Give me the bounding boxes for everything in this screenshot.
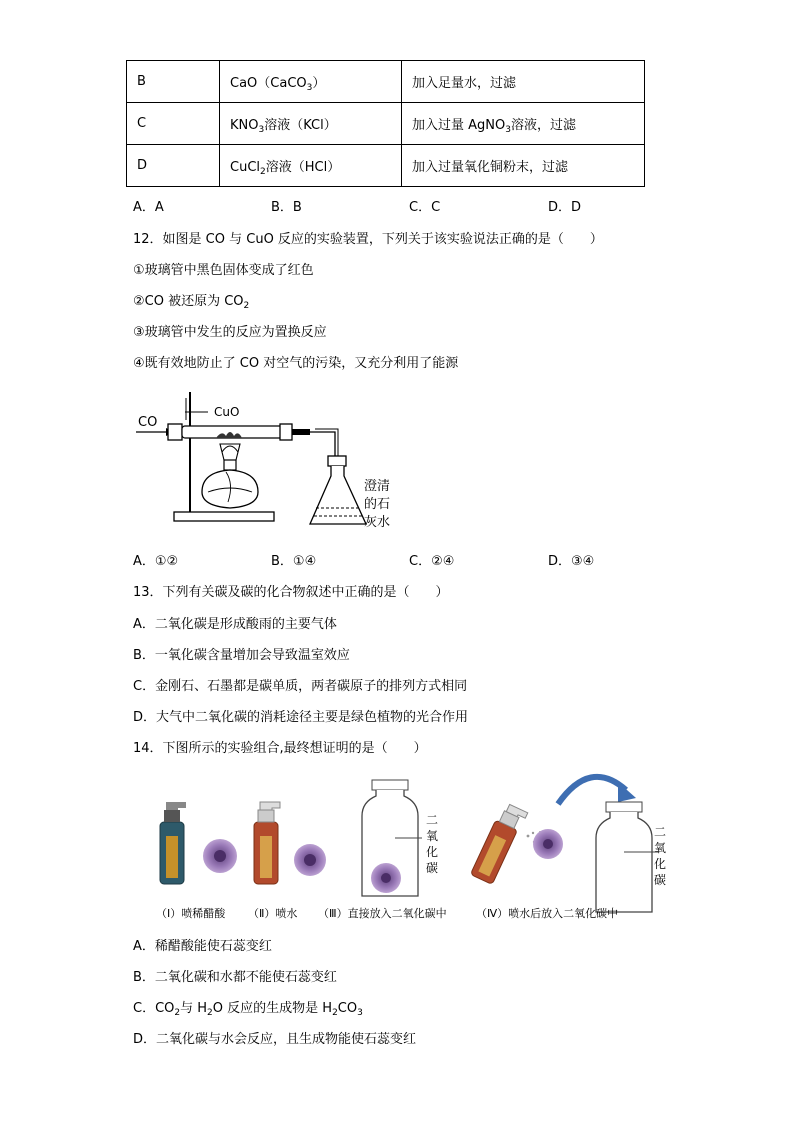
q14-option-a[interactable]: A．稀醋酸能使石蕊变红 xyxy=(133,939,272,954)
spray-bottle-icon xyxy=(254,802,280,884)
mixture-cell: $KNO_3$溶液（KCl） xyxy=(220,103,402,145)
gas-jar-icon xyxy=(362,780,422,896)
q12-statement-1: ①玻璃管中黑色固体变成了红色 xyxy=(133,263,314,278)
caption-1: （Ⅰ）喷稀醋酸 xyxy=(156,907,226,920)
q12-statement-3: ③玻璃管中发生的反应为置换反应 xyxy=(133,325,327,340)
litmus-flower-icon xyxy=(533,829,563,859)
litmus-flower-icon xyxy=(203,839,237,873)
table-row xyxy=(127,103,645,145)
q14-option-d[interactable]: D．二氧化碳与水会反应，且生成物能使石蕊变红 xyxy=(133,1032,417,1047)
lime-water-label-2: 的石 xyxy=(364,497,390,512)
co2-label-char: 氧 xyxy=(426,829,439,843)
co2-label-char: 二 xyxy=(426,813,439,827)
spray-bottle-icon xyxy=(470,802,527,885)
alcohol-lamp xyxy=(202,444,258,508)
mixture-cell: CaO（CaCO$_3$） xyxy=(220,61,402,103)
co-label: CO xyxy=(138,415,158,430)
q12-stem: 12．如图是 CO 与 CuO 反应的实验装置，下列关于该实验说法正确的是（ ） xyxy=(133,232,603,247)
q11-options-table xyxy=(126,60,645,187)
q14-option-c[interactable]: C．$CO_2$与 $H_2O$ 反应的生成物是 $H_2CO_3$ xyxy=(133,1001,363,1018)
caption-2: （Ⅱ）喷水 xyxy=(248,907,298,920)
co2-label-char: 二 xyxy=(654,825,667,839)
litmus-flower-icon xyxy=(294,844,326,876)
row-label: D xyxy=(127,145,220,187)
lime-water-label-1: 澄清 xyxy=(364,479,390,494)
q12-choice-a[interactable]: A．①② xyxy=(133,554,179,569)
caption-3: （Ⅲ）直接放入二氧化碳中 xyxy=(318,907,447,920)
gas-jar-icon xyxy=(596,802,658,912)
table-row xyxy=(127,61,645,103)
co2-label-char: 氧 xyxy=(654,841,667,855)
co-reduction-apparatus-figure xyxy=(130,380,390,540)
q12-choice-b[interactable]: B．①④ xyxy=(271,554,317,569)
q12-choice-c[interactable]: C．②④ xyxy=(409,554,455,569)
q11-choice-c[interactable]: C．C xyxy=(409,200,441,215)
cuo-label: CuO xyxy=(214,405,240,419)
mixture-cell: CuCl$_2$溶液（HCl） xyxy=(220,145,402,187)
q13-option-c[interactable]: C．金刚石、石墨都是碳单质，两者碳原子的排列方式相同 xyxy=(133,679,468,694)
q11-choice-a[interactable]: A．A xyxy=(133,200,164,215)
q14-option-b[interactable]: B．二氧化碳和水都不能使石蕊变红 xyxy=(133,970,337,985)
glass-tube xyxy=(168,424,338,458)
row-label: C xyxy=(127,103,220,145)
q13-option-d[interactable]: D．大气中二氧化碳的消耗途径主要是绿色植物的光合作用 xyxy=(133,710,469,725)
co2-label-char: 碳 xyxy=(654,873,667,887)
row-label: B xyxy=(127,61,220,103)
q12-statement-4: ④既有效地防止了 CO 对空气的污染，又充分利用了能源 xyxy=(133,356,459,371)
lime-water-label-3: 灰水 xyxy=(364,515,390,530)
q11-choice-d[interactable]: D．D xyxy=(548,200,582,215)
co2-label-char: 碳 xyxy=(426,861,439,875)
co2-label-char: 化 xyxy=(654,857,667,871)
litmus-flower-experiment-figure xyxy=(150,764,670,924)
q13-stem: 13．下列有关碳及碳的化合物叙述中正确的是（ ） xyxy=(133,585,449,600)
q12-statement-2: ②CO 被还原为 $CO_2$ xyxy=(133,294,250,311)
co2-label-char: 化 xyxy=(426,845,439,859)
q12-choice-d[interactable]: D．③④ xyxy=(548,554,595,569)
table-row xyxy=(127,145,645,187)
lime-water-flask xyxy=(310,456,390,530)
q11-choice-b[interactable]: B．B xyxy=(271,200,302,215)
method-cell: 加入过量 AgNO$_3$溶液，过滤 xyxy=(402,103,645,145)
spray-bottle-icon xyxy=(160,802,186,884)
method-cell: 加入过量氧化铜粉末，过滤 xyxy=(402,145,645,187)
q13-option-a[interactable]: A．二氧化碳是形成酸雨的主要气体 xyxy=(133,617,337,632)
caption-4: （Ⅳ）喷水后放入二氧化碳中 xyxy=(476,907,619,920)
method-cell: 加入足量水，过滤 xyxy=(402,61,645,103)
q13-option-b[interactable]: B．一氧化碳含量增加会导致温室效应 xyxy=(133,648,350,663)
q14-stem: 14．下图所示的实验组合,最终想证明的是（ ） xyxy=(133,741,427,756)
curved-arrow-icon xyxy=(558,777,636,804)
